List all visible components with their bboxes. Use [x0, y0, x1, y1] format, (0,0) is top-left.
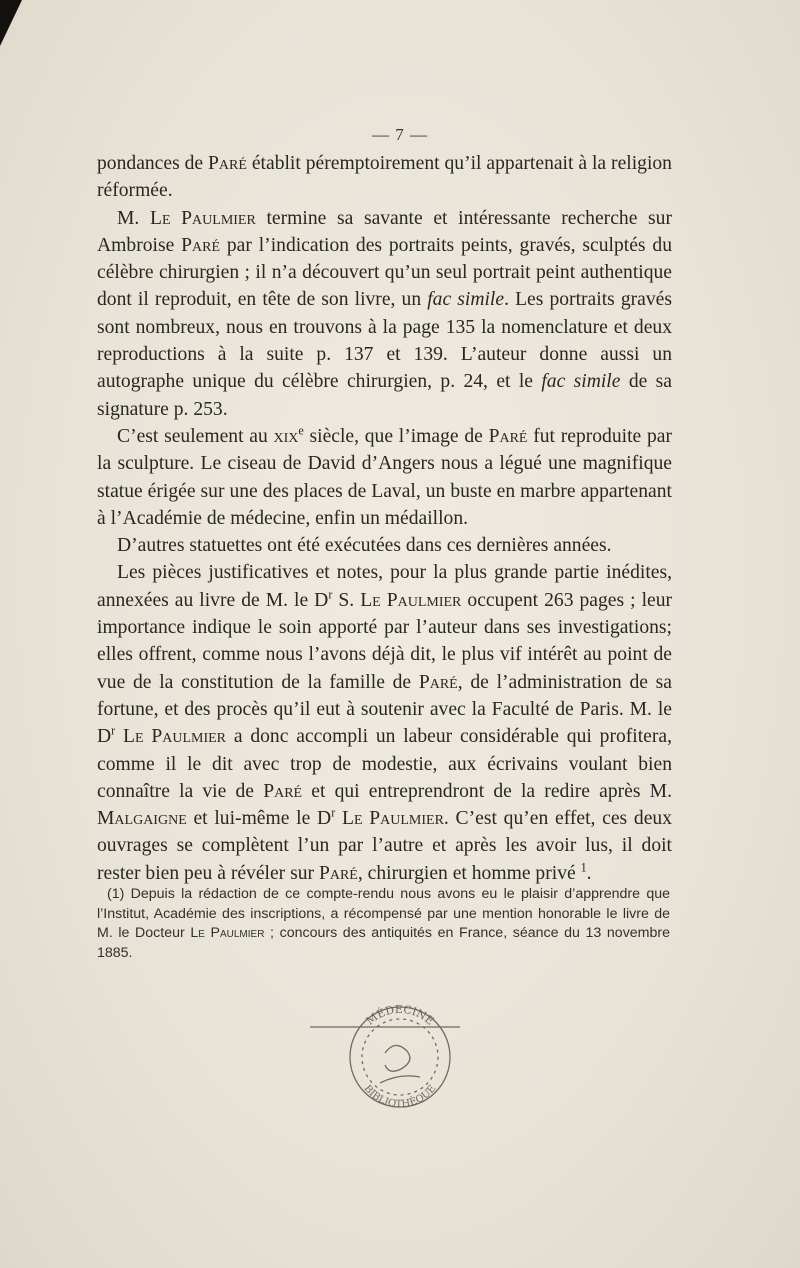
paragraph	[97, 205, 672, 423]
stamp-text-top: MÉDECINE	[363, 1002, 437, 1028]
proper-name: Paré	[263, 780, 303, 802]
text-run: pondances de	[97, 153, 209, 174]
text-run: a donc accompli un labeur considérable qui profitera, comme il le dit avec trop de modestie, aux écrivains voulant bien connaître la vie de	[97, 726, 672, 802]
paragraph	[97, 423, 672, 532]
svg-text:MÉDECINE	[364, 1003, 437, 1028]
text-run: D’autres statuettes ont été exécutées dans ces dernières années.	[117, 535, 612, 557]
text-run: , chirurgien et homme privé	[357, 862, 581, 884]
text-run: C’est seulement au	[117, 425, 274, 447]
superscript: r	[328, 587, 333, 602]
proper-name: Paré	[318, 862, 358, 884]
superscript: 1	[580, 860, 587, 875]
text-run: siècle, que l’image de	[303, 425, 489, 447]
text-run: fut reproduite par la sculpture. Le ciseau de David d’Angers nous a légué une magnifique statue érigée sur une des places de Laval, un buste en marbre appartenant à l’Académie de médecine, enfin un médaillon.	[97, 425, 672, 529]
page-number: — 7 —	[372, 125, 428, 144]
superscript: r	[331, 805, 336, 820]
text-run: Les pièces justificatives et notes, pour la plus grande partie inédites, annexées au livre de M. le D	[97, 562, 672, 611]
text-run: par l’indication des portraits peints, gravés, sculptés du célèbre chirurgien ; il n’a découvert qu’un seul portrait peint authentique dont il reproduit, en tête de son livre, un	[97, 234, 672, 311]
italic-text: fac simile	[427, 289, 505, 311]
proper-name: Le Paulmier	[123, 726, 227, 748]
text-run: (1) Depuis la rédaction de ce compte-rendu nous avons eu le plaisir d’apprendre que l’Institut, Académie des inscriptions, a récompensé par une mention honorable le livre de M. le Docteur	[97, 886, 670, 942]
proper-name: Le Paulmier	[149, 207, 256, 229]
footnote	[97, 885, 670, 963]
text-run: et lui-même le D	[186, 808, 332, 830]
body-text	[97, 150, 672, 887]
text-run: . C’est qu’en effet, ces deux ouvrages se complètent l’un par l’autre et après les avoir lus, il doit rester bien peu à révéler sur	[97, 808, 672, 884]
proper-name: Paré	[418, 671, 458, 693]
paragraph	[97, 150, 672, 205]
proper-name: Le Paulmier	[360, 589, 462, 611]
proper-name: Paré	[208, 153, 247, 174]
text-run: S.	[332, 589, 361, 611]
text-run: M.	[117, 207, 150, 229]
proper-name: Le Paulmier	[190, 925, 265, 942]
superscript: r	[111, 723, 116, 738]
proper-name: Paré	[181, 234, 221, 256]
svg-text:BIBLIOTHÈQUE	[362, 1083, 439, 1110]
text-run: et qui entreprendront de la redire après M.	[302, 780, 672, 802]
text-run: de sa signature p. 253.	[97, 371, 672, 420]
proper-name: Le Paulmier	[341, 808, 444, 830]
superscript: e	[298, 423, 304, 438]
text-run: termine sa savante et intéressante recherche sur Ambroise	[97, 207, 672, 256]
proper-name: Paré	[488, 425, 528, 447]
text-run: . Les portraits gravés sont nombreux, nous en trouvons à la page 135 la nomenclature et deux reproductions à la suite p. 137 et 139. L’auteur donne aussi un autographe unique du célèbre chirurgien, p. 24, et le	[97, 289, 672, 393]
proper-name: xix	[273, 425, 299, 447]
scan-corner-mark	[0, 0, 22, 46]
text-run	[335, 808, 342, 829]
text-run: ; concours des antiquités en France, séance du 13 novembre 1885.	[97, 925, 671, 961]
footnote-text	[97, 885, 670, 963]
text-run: établit péremptoirement qu’il appartenait à la religion réformée.	[97, 153, 672, 202]
text-run: .	[586, 862, 592, 884]
italic-text: fac simile	[541, 371, 621, 393]
stamp-text-bottom: BIBLIOTHÈQUE	[361, 1083, 439, 1111]
paragraph	[97, 559, 672, 887]
text-run: , de l’administration de sa fortune, et des procès qu’il eut à soutenir avec la Faculté de Paris. M. le D	[97, 671, 672, 748]
text-run	[115, 726, 123, 747]
proper-name: Malgaigne	[97, 808, 187, 830]
paragraph	[97, 532, 672, 559]
text-run: occupent 263 pages ; leur importance indique le soin apporté par l’auteur dans ses investigations; elles offrent, comme nous l’avons déjà dit, le plus vif intérêt au point de vue de la constitution de la famille de	[97, 589, 673, 693]
library-stamp-icon	[310, 985, 490, 1125]
